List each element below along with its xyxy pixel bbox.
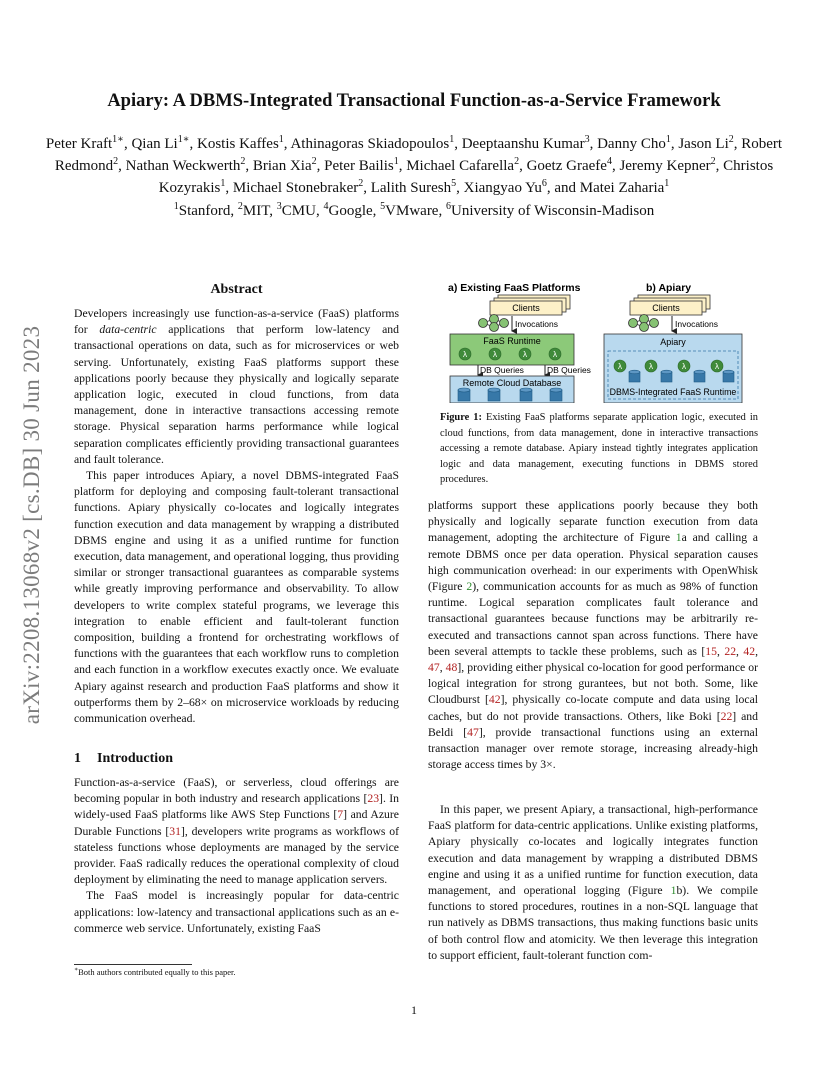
faas-runtime-label: FaaS Runtime (483, 336, 541, 346)
panel-a-clients-label: Clients (512, 303, 540, 313)
panel-a-title: a) Existing FaaS Platforms (448, 282, 581, 294)
right-column-body-2 (428, 802, 758, 964)
footnote-rule (74, 964, 192, 965)
lambda-icon: λ (682, 362, 686, 371)
panel-b-invocations-label: Invocations (675, 319, 718, 329)
dbms-runtime-label: DBMS-Integrated FaaS Runtime (609, 387, 737, 397)
intro-section-number: 1 (74, 751, 81, 766)
panel-b-title: b) Apiary (646, 282, 692, 294)
lambda-icon: λ (493, 350, 497, 359)
architecture-diagram (440, 279, 758, 403)
right-paragraph-1: platforms support these applications poorly because they both physically and logically separate function execution from data management, adopting the architecture of Figure 1a and calling a remote DBMS once per data operation. Physical separation causes high communication overhead: in our experiments with OpenWhisk (Figure 2), communication accounts for as much as 98% of function runtime. Logical separation complicates fault tolerance and transactional guarantees because functions may be arbitrarily re-executed and transactions cannot span across functions. There have been several attempts to tackle these problems, such as [15, 22, 42, 47, 48], providing either physical co-location for good performance or logical integration for strong gurantees, but not both. Some, like Cloudburst [42], physically co-locate compute and data using local caches, but do not provide transactions. Others, like Boki [22] and Beldi [47], provide transactional functions using an external transaction manager over remote storage, increasing already-high storage access times by 3×. (428, 499, 759, 772)
lambda-icon: λ (715, 362, 719, 371)
intro-paragraph-2: The FaaS model is increasingly popular for data-centric applications: low-latency and transactional applications such as an e-commerce web service. Unfortunately, existing FaaS (74, 889, 399, 935)
footnote: ∗Both authors contributed equally to this paper. (74, 966, 236, 977)
panel-a-clients (490, 295, 570, 315)
lambda-icon: λ (553, 350, 557, 359)
abstract-paragraph-1: Developers increasingly use function-as-a-service (FaaS) platforms for data-centric applications that perform low-latency and transactional operations on data, such as for microservices or web serving. Unfortunately, existing FaaS platforms support these applications poorly because they physically and logically separate application logic, executed in cloud functions, from data management, done in interactive transactions accessing remote storage. Physical separation harms performance while logical separation complicates efficiently providing transactional guarantees and fault tolerance. (74, 307, 399, 466)
page-number: 1 (411, 1003, 417, 1017)
intro-section-title: Introduction (97, 751, 173, 766)
abstract-heading: Abstract (210, 282, 263, 297)
figure-1 (440, 279, 758, 403)
lambda-icon: λ (463, 350, 467, 359)
panel-b-clients (630, 295, 710, 315)
arxiv-stamp (2, 295, 62, 755)
panel-b-clients-label: Clients (652, 303, 680, 313)
db-queries-label-1: DB Queries (480, 365, 524, 375)
panel-a-workflow-icon (479, 315, 509, 332)
intro-body (74, 775, 399, 937)
abstract-body (74, 306, 399, 727)
right-paragraph-2: In this paper, we present Apiary, a transactional, high-performance FaaS platform for data-centric applications. Unlike existing platforms, Apiary physically co-locates and logically integrates function execution and data management by wrapping a distributed DBMS engine and using it as a unified runtime for function execution, data management, and operational logging (Figure 1b). We compile functions to stored procedures, routines in a non-SQL language that run natively as DBMS transactions, thus making functions basic units of both control flow and atomicity. We then leverage this integration to support efficient, fault-tolerant function com- (428, 803, 758, 962)
intro-heading (74, 751, 189, 767)
remote-db-label: Remote Cloud Database (462, 378, 562, 388)
author-list: Peter Kraft$^{1∗}$, Qian $Li^{1∗}$, Kostis Kaffes$^1$, Athinagoras Skiadopoulos$^1$, Deeptaanshu Kumar$^3$, Danny Cho$^1$, Jason Li$^2$, Robert Redmond$^2$, Nathan Weckwerth$^2$, Brian Xia$^2$, Peter Bailis$^1$, Michael Cafarella$^2$, Goetz Graefe$^4$, Jeremy Kepner$^2$, Christos Kozyrakis$^1$, Michael Stonebraker$^2$, Lalith Suresh$^5$, Xiangyao Yu$^6$, and Matei Zaharia$^1$ $^1$Stanford, $^2$MIT, $^3$CMU, $^4$Google, $^5$VMware, $^6$University of Wisconsin-Madison (45, 134, 783, 219)
paper-title: Apiary: A DBMS-Integrated Transactional Function-as-a-Service Framework (107, 91, 721, 111)
abstract-paragraph-2: This paper introduces Apiary, a novel DBMS-integrated FaaS platform for deploying and composing fault-tolerant transactional functions. Apiary physically co-locates and logically integrates function execution and data management by wrapping a distributed DBMS engine and using it as a unified runtime for function execution, data management, and operational logging, thus providing similar or stronger transactional guarantees as comparable systems while greatly improving performance and observability. To allow developers to write complex stateful programs, we leverage this integration to enable efficient and fault-tolerant function composition, building a frontend for orchestrating workflows of functions with the guarantees that each workflow runs to completion and each function in a workflow executes exactly once. We evaluate Apiary against research and production FaaS platforms and show it outperforms them by 2–68× on microservice workloads by reducing communication overhead. (74, 469, 399, 726)
panel-b-workflow-icon (629, 315, 659, 332)
lambda-icon: λ (649, 362, 653, 371)
right-column-body-1 (428, 498, 758, 773)
db-queries-label-2: DB Queries (547, 365, 591, 375)
arxiv-stamp-text: arXiv:2208.13068v2 [cs.DB] 30 Jun 2023 (19, 325, 44, 725)
lambda-icon: λ (523, 350, 527, 359)
intro-paragraph-1: Function-as-a-service (FaaS), or serverless, cloud offerings are becoming popular in both industry and research applications [23]. In widely-used FaaS platforms like AWS Step Functions [7] and Azure Durable Functions [31], developers write programs as workflows of stateless functions whose deployments are managed by the service provider. FaaS radically reduces the operational complexity of cloud deployment by eliminating the need to manage application servers. (74, 776, 399, 887)
figure-1-caption: Figure 1: Existing FaaS platforms separate application logic, executed in cloud functions, from data management, done in interactive transactions accessing a remote database. Apiary instead tightly integrates application logic and data management, executing functions in DBMS stored procedures. (440, 412, 758, 485)
lambda-icon: λ (618, 362, 622, 371)
panel-a-invocations-label: Invocations (515, 319, 558, 329)
apiary-label: Apiary (660, 337, 686, 347)
